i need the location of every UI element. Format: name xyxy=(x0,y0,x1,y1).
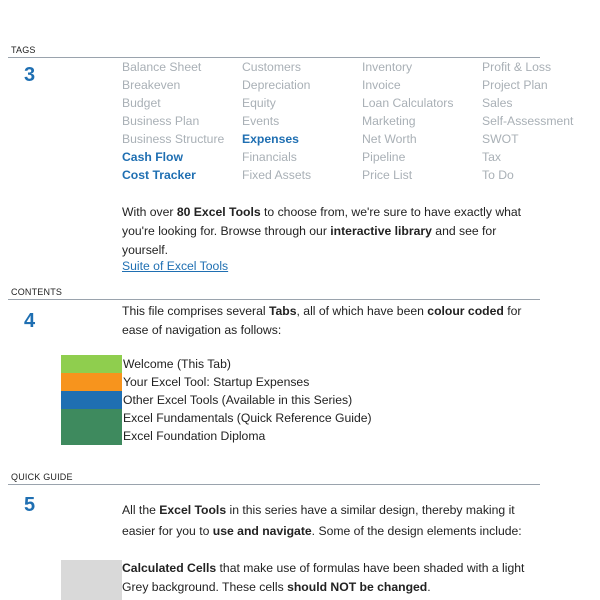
legend-row-welcome[interactable] xyxy=(61,355,372,373)
tag-business-structure[interactable]: Business Structure xyxy=(122,132,225,146)
tag-business-plan[interactable]: Business Plan xyxy=(122,114,200,128)
tag-net-worth[interactable]: Net Worth xyxy=(362,132,417,146)
tag-swot[interactable]: SWOT xyxy=(482,132,519,146)
legend-swatch xyxy=(61,391,122,409)
contents-bold-tabs: Tabs xyxy=(268,304,297,318)
tag-tax[interactable]: Tax xyxy=(482,150,501,164)
tag-events[interactable]: Events xyxy=(242,114,280,128)
legend-swatch xyxy=(61,355,122,373)
tag-financials[interactable]: Financials xyxy=(242,150,297,164)
tag-loan-calculators[interactable]: Loan Calculators xyxy=(362,96,454,110)
legend-row-foundation-diploma[interactable] xyxy=(61,427,372,445)
tag-inventory[interactable]: Inventory xyxy=(362,60,413,74)
tag-depreciation[interactable]: Depreciation xyxy=(242,78,311,92)
calc-bold-calculated: Calculated Cells xyxy=(122,561,217,575)
legend-label: Excel Foundation Diploma xyxy=(123,429,266,443)
tag-expenses[interactable]: Expenses xyxy=(242,132,299,146)
calc-bold-not-changed: should NOT be changed xyxy=(287,580,428,594)
tag-marketing[interactable]: Marketing xyxy=(362,114,416,128)
section-label-quick-guide: QUICK GUIDE xyxy=(11,472,73,482)
intro-paragraph: With over 80 Excel Tools to choose from, we're sure to have exactly what you're looking for. Browse through our interactive library and see for yourself. xyxy=(122,205,522,257)
section-label-tags: TAGS xyxy=(11,45,36,55)
section-number-quick-guide: 5 xyxy=(24,494,36,516)
quick-guide-paragraph: All the Excel Tools in this series have a similar design, thereby making it easier for you to use and navigate. Some of the design elements include: xyxy=(122,503,522,538)
tag-budget[interactable]: Budget xyxy=(122,96,161,110)
tag-profit-and-loss[interactable]: Profit & Loss xyxy=(482,60,552,74)
legend-row-excel-fundamentals[interactable] xyxy=(61,409,372,427)
section-label-contents: CONTENTS xyxy=(11,287,63,297)
legend-row-startup-expenses[interactable] xyxy=(61,373,372,391)
intro-bold-library: interactive library xyxy=(330,224,432,238)
section-number-contents: 4 xyxy=(24,310,36,332)
tag-to-do[interactable]: To Do xyxy=(482,168,514,182)
tag-cost-tracker[interactable]: Cost Tracker xyxy=(122,168,196,182)
legend-label: Excel Fundamentals (Quick Reference Guide) xyxy=(123,411,372,425)
legend-swatch xyxy=(61,373,122,391)
legend-swatch xyxy=(61,427,122,445)
tag-cash-flow[interactable]: Cash Flow xyxy=(122,150,183,164)
calculated-cell-swatch xyxy=(61,560,122,600)
calculated-cells-paragraph: Calculated Cells that make use of formulas have been shaded with a light Grey background. These cells should NOT be changed. xyxy=(122,561,525,594)
tag-customers[interactable]: Customers xyxy=(242,60,301,74)
tag-pipeline[interactable]: Pipeline xyxy=(362,150,406,164)
legend-row-other-tools[interactable] xyxy=(61,391,372,409)
legend-label: Other Excel Tools (Available in this Series) xyxy=(123,393,353,407)
tab-colour-legend xyxy=(61,355,372,445)
legend-swatch xyxy=(61,409,122,427)
tag-fixed-assets[interactable]: Fixed Assets xyxy=(242,168,312,182)
tag-equity[interactable]: Equity xyxy=(242,96,276,110)
suite-of-excel-tools-link[interactable]: Suite of Excel Tools xyxy=(122,259,229,273)
contents-paragraph: This file comprises several Tabs, all of which have been colour coded for ease of navigation as follows: xyxy=(122,304,522,337)
section-number-tags: 3 xyxy=(24,64,36,86)
tags-grid xyxy=(122,58,600,184)
legend-label: Your Excel Tool: Startup Expenses xyxy=(123,375,310,389)
tag-sales[interactable]: Sales xyxy=(482,96,513,110)
section-divider-quick-guide xyxy=(8,484,540,485)
contents-bold-colour: colour coded xyxy=(427,304,504,318)
intro-bold-tools: 80 Excel Tools xyxy=(176,205,261,219)
section-divider-contents xyxy=(8,299,540,300)
quick-guide-bold-tools: Excel Tools xyxy=(159,503,227,517)
tag-self-assessment[interactable]: Self-Assessment xyxy=(482,114,574,128)
tag-project-plan[interactable]: Project Plan xyxy=(482,78,548,92)
tag-price-list[interactable]: Price List xyxy=(362,168,413,182)
quick-guide-bold-navigate: use and navigate xyxy=(212,524,312,538)
legend-label: Welcome (This Tab) xyxy=(123,357,231,371)
tag-invoice[interactable]: Invoice xyxy=(362,78,401,92)
tag-breakeven[interactable]: Breakeven xyxy=(122,78,181,92)
tag-balance-sheet[interactable]: Balance Sheet xyxy=(122,60,202,74)
